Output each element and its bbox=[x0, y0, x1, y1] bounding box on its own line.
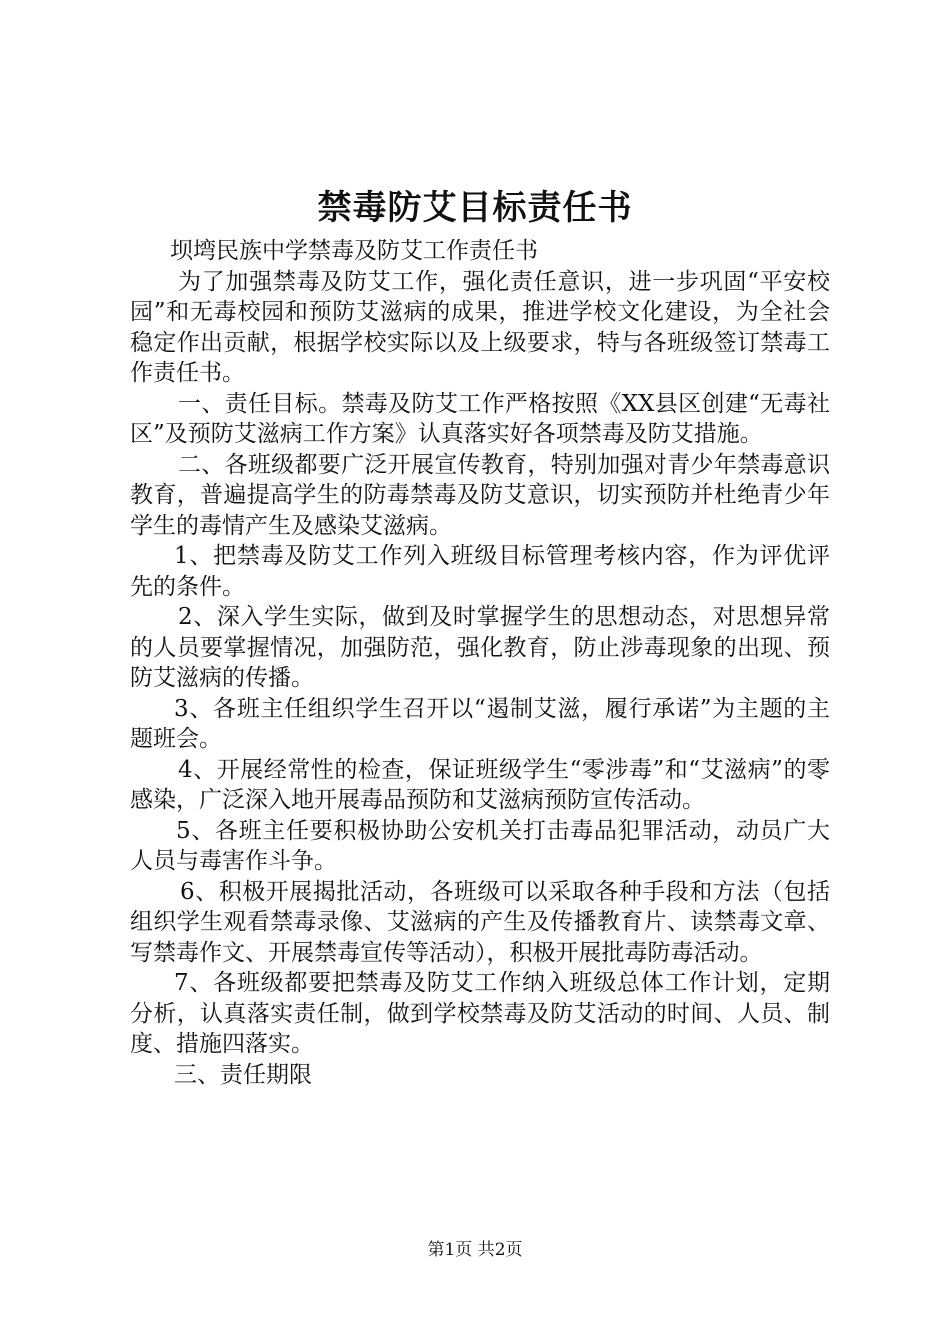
document-title: 禁毒防艾目标责任书 bbox=[317, 188, 633, 228]
paragraph-term-heading: 三、责任期限 bbox=[174, 1061, 312, 1088]
paragraph-goal: 一、责任目标。禁毒及防艾工作严格按照《XX县区创建“无毒社区”及预防艾滋病工作方案》认真落实好各项禁毒及防艾措施。 bbox=[130, 390, 830, 447]
paragraph-intro: 为了加强禁毒及防艾工作，强化责任意识，进一步巩固“平安校园”和无毒校园和预防艾滋病的成果，推进学校文化建设，为全社会稳定作出贡献，根据学校实际以及上级要求，特与各班级签订禁毒工作责任书。 bbox=[130, 268, 830, 386]
paragraph-item-2: 2、深入学生实际，做到及时掌握学生的思想动态，对思想异常的人员要掌握情况，加强防范，强化教育，防止涉毒现象的出现、预防艾滋病的传播。 bbox=[130, 604, 830, 691]
paragraph-item-1: 1、把禁毒及防艾工作列入班级目标管理考核内容，作为评优评先的条件。 bbox=[130, 543, 830, 600]
paragraph-item-6: 6、积极开展揭批活动，各班级可以采取各种手段和方法（包括组织学生观看禁毒录像、艾滋病的产生及传播教育片、读禁毒文章、写禁毒作文、开展禁毒宣传等活动），积极开展批毒防毒活动。 bbox=[130, 878, 830, 966]
paragraph-item-3: 3、各班主任组织学生召开以“遏制艾滋，履行承诺”为主题的主题班会。 bbox=[130, 695, 830, 752]
page-indicator: 第1页 共2页 bbox=[427, 1240, 523, 1260]
paragraph-education: 二、各班级都要广泛开展宣传教育，特别加强对青少年禁毒意识教育，普遍提高学生的防毒禁毒及防艾意识，切实预防并杜绝青少年学生的毒情产生及感染艾滋病。 bbox=[130, 451, 830, 539]
document-body bbox=[130, 236, 830, 1090]
paragraph-item-4: 4、开展经常性的检查，保证班级学生“零涉毒”和“艾滋病”的零感染，广泛深入地开展毒品预防和艾滋病预防宣传活动。 bbox=[130, 756, 830, 813]
paragraph-item-7: 7、各班级都要把禁毒及防艾工作纳入班级总体工作计划，定期分析，认真落实责任制，做到学校禁毒及防艾活动的时间、人员、制度、措施四落实。 bbox=[130, 970, 830, 1057]
document-subtitle: 坝塆民族中学禁毒及防艾工作责任书 bbox=[170, 238, 538, 264]
paragraph-item-5: 5、各班主任要积极协助公安机关打击毒品犯罪活动，动员广大人员与毒害作斗争。 bbox=[130, 817, 830, 874]
